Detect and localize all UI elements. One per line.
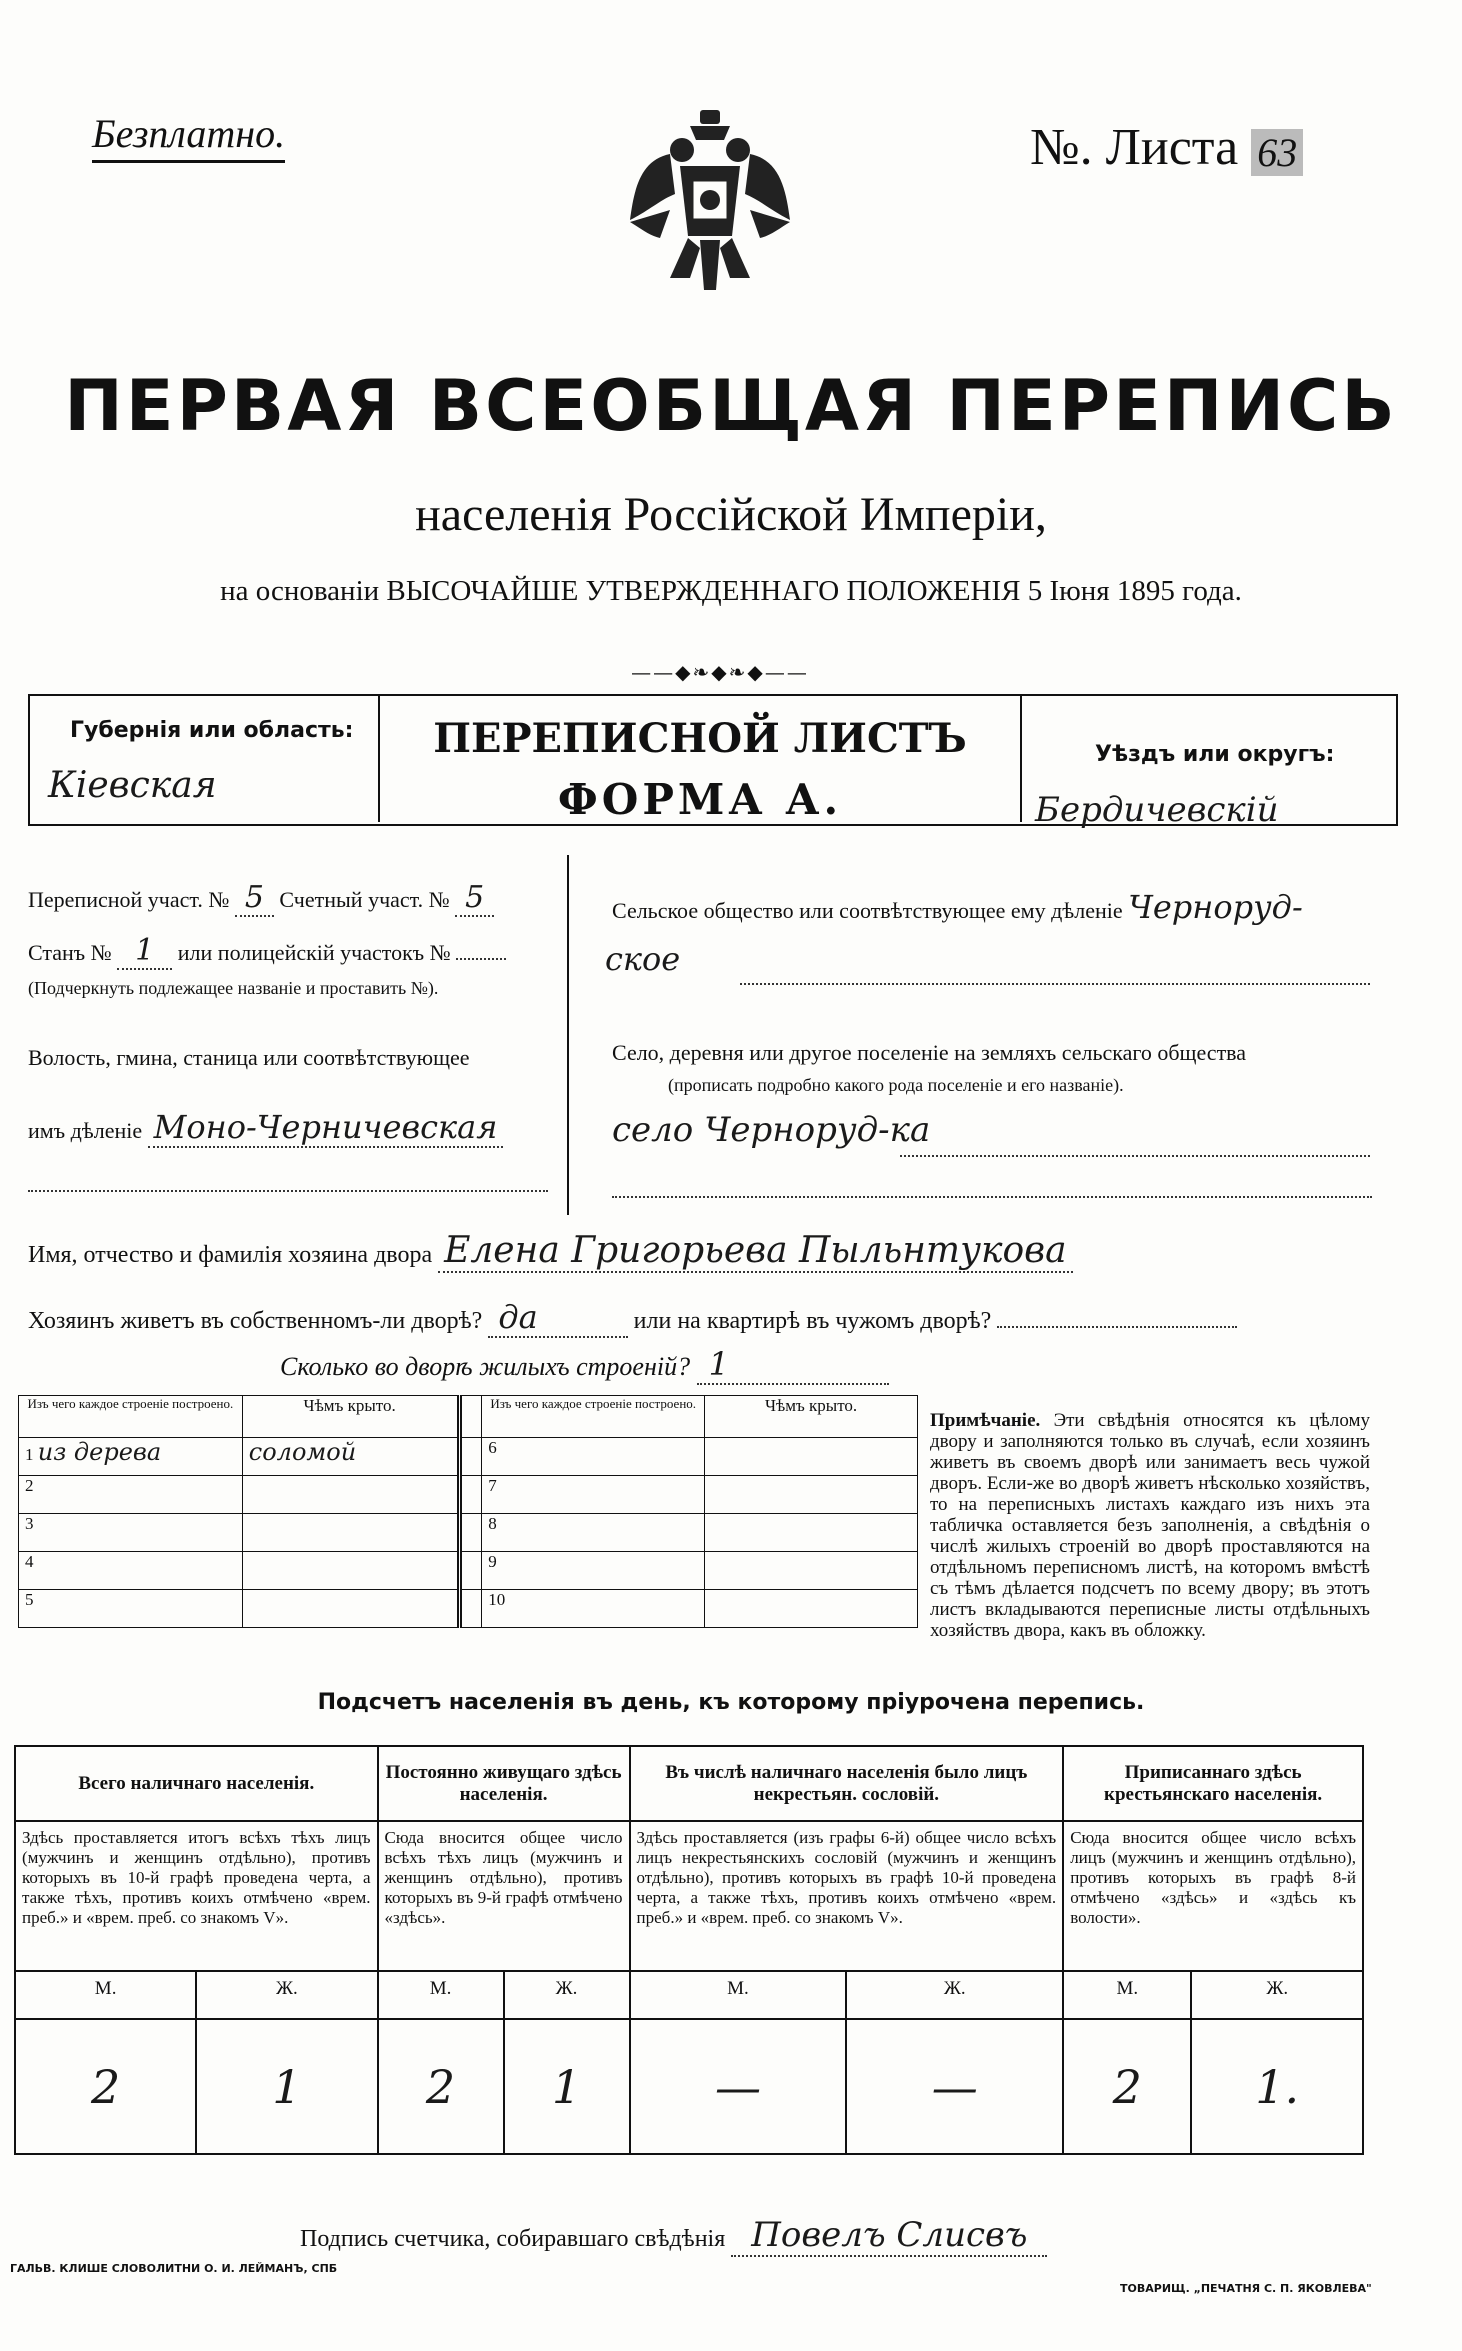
note-title: Примѣчаніе. bbox=[930, 1410, 1041, 1431]
bld-row-num: 5 bbox=[19, 1590, 243, 1628]
note-text: Эти свѣдѣнія относятся къ цѣлому двору и заполняются только въ случаѣ, если хозяинъ живетъ въ своемъ дворѣ или занимаетъ весь чужой дворъ. Если-же во дворѣ живетъ нѣсколько хозяйствъ, то на переписныхъ листахъ каждаго изъ нихъ эта табличка оставляется безъ заполненія, а свѣдѣнія о числѣ жилыхъ строеній во дворѣ проставляются на отдѣльномъ переписномъ листѣ, на которомъ вмѣстѣ съ тѣмъ дѣлается подсчетъ по всему двору; въ этотъ листъ вкладываются переписные листы отдѣльныхъ хозяйствъ двора, какъ въ обложку. bbox=[930, 1410, 1370, 1641]
village-value: село Черноруд-ка bbox=[612, 1110, 931, 1150]
bld-row-num: 6 bbox=[482, 1438, 705, 1476]
district-label: Уѣздъ или округъ: bbox=[1095, 742, 1335, 767]
owner-label: Имя, отчество и фамилія хозяина двора bbox=[28, 1242, 433, 1268]
population-table bbox=[14, 1745, 1364, 2155]
sheet-number-label: №. Листа bbox=[1030, 119, 1239, 176]
own-yard-field bbox=[28, 1298, 1237, 1336]
bld-row-num: 1 bbox=[25, 1445, 34, 1464]
sheet-number-value: 63 bbox=[1251, 129, 1303, 176]
village-label: Село, деревня или другое поселеніе на земляхъ сельскаго общества bbox=[612, 1040, 1247, 1065]
pop-m-4: 2 bbox=[1063, 2019, 1191, 2154]
page-subtitle: населенія Россійской Имперіи, bbox=[415, 488, 1047, 541]
village-line bbox=[900, 1155, 1370, 1157]
rural-society-field bbox=[612, 888, 1303, 926]
footer-right: ТОВАРИЩ. „ПЕЧАТНЯ С. П. ЯКОВЛЕВА" bbox=[1120, 2282, 1372, 2295]
village-note: (прописать подробно какого рода поселеніе и его названіе). bbox=[668, 1075, 1124, 1095]
f-label: Ж. bbox=[1191, 1971, 1363, 2019]
legal-basis: на основаніи ВЫСОЧАЙШЕ УТВЕРЖДЕННАГО ПОЛОЖЕНІЯ 5 Іюня 1895 года. bbox=[220, 575, 1242, 607]
bld-row-num: 10 bbox=[482, 1590, 705, 1628]
volost-value: Моно-Черничевская bbox=[148, 1108, 504, 1148]
volost-label2: имъ дѣленіе bbox=[28, 1118, 143, 1143]
owner-field bbox=[28, 1230, 1073, 1271]
bld-roof: соломой bbox=[248, 1438, 357, 1466]
bld-col2-left: Чѣмъ крыто. bbox=[242, 1396, 459, 1438]
pop-desc-1: Здѣсь проставляется итогъ всѣхъ тѣхъ лицъ (мужчинъ и женщинъ отдѣльно), противъ которыхъ въ 10-й графѣ проведена черта, а также тѣхъ, противъ коихъ отмѣчено «врем. преб.» и «врем. преб. со знакомъ V». bbox=[15, 1821, 378, 1971]
free-label: Безплатно. bbox=[92, 111, 286, 156]
pop-m-2: 2 bbox=[378, 2019, 504, 2154]
bld-row-num: 8 bbox=[482, 1514, 705, 1552]
village-line-2 bbox=[612, 1196, 1372, 1198]
pop-desc-3: Здѣсь проставляется (изъ графы 6-й) общее число всѣхъ лицъ некрестьянскихъ сословій (мужчинъ и женщинъ отдѣльно), противъ которыхъ въ графѣ 10-й проведена черта, а также тѣхъ, противъ коихъ отмѣчено «врем. преб.» и «врем. преб. со знакомъ V». bbox=[630, 1821, 1064, 1971]
pop-m-3: — bbox=[630, 2019, 847, 2154]
m-label: М. bbox=[630, 1971, 847, 2019]
footer-left: ГАЛЬВ. КЛИШЕ СЛОВОЛИТНИ О. И. ЛЕЙМАНЪ, СПБ bbox=[10, 2262, 338, 2275]
pop-head-3: Въ числѣ наличнаго населенія было лицъ некрестьян. сословій. bbox=[630, 1746, 1064, 1821]
bld-row-num: 3 bbox=[19, 1514, 243, 1552]
pop-desc-2: Сюда вносится общее число всѣхъ тѣхъ лицъ (мужчинъ и женщинъ отдѣльно), противъ которыхъ въ 9-й графѣ отмѣчено «здѣсь». bbox=[378, 1821, 630, 1971]
pop-f-2: 1 bbox=[504, 2019, 630, 2154]
buildings-field bbox=[280, 1345, 889, 1383]
own-yard-label2: или на квартирѣ въ чужомъ дворѣ? bbox=[633, 1308, 992, 1334]
bld-material: из дерева bbox=[37, 1438, 162, 1466]
bld-col2-right: Чѣмъ крыто. bbox=[705, 1396, 918, 1438]
form-label: ФОРМА А. bbox=[557, 775, 843, 824]
census-section-value: 5 bbox=[235, 880, 274, 917]
pop-f-3: — bbox=[846, 2019, 1063, 2154]
volost-field bbox=[28, 1108, 503, 1146]
column-divider bbox=[567, 855, 569, 1215]
district-value: Бердичевскій bbox=[1035, 790, 1279, 830]
census-section-field bbox=[28, 880, 494, 915]
own-yard-label: Хозяинъ живетъ въ собственномъ-ли дворѣ? bbox=[28, 1308, 483, 1334]
counting-section-value: 5 bbox=[455, 880, 494, 917]
counting-section-label: Счетный участ. № bbox=[279, 887, 450, 912]
police-section-label: или полицейскій участокъ № bbox=[177, 940, 451, 965]
pop-f-4: 1. bbox=[1191, 2019, 1363, 2154]
signature-label: Подпись счетчика, собиравшаго свѣдѣнія bbox=[300, 2226, 726, 2252]
stan-field bbox=[28, 933, 506, 968]
note-block bbox=[930, 1410, 1370, 1641]
pop-f-1: 1 bbox=[196, 2019, 377, 2154]
page-title: ПЕРВАЯ ВСЕОБЩАЯ ПЕРЕПИСЬ bbox=[64, 365, 1398, 447]
pop-m-1: 2 bbox=[15, 2019, 196, 2154]
pop-desc-4: Сюда вносится общее число всѣхъ лицъ (мужчинъ и женщинъ отдѣльно), противъ которыхъ въ графѣ 8-й отмѣчено «здѣсь» и «здѣсь къ волости». bbox=[1063, 1821, 1363, 1971]
province-label: Губернія или область: bbox=[70, 718, 354, 743]
population-title: Подсчетъ населенія въ день, къ которому пріурочена перепись. bbox=[317, 1690, 1145, 1715]
own-yard-value: да bbox=[488, 1298, 627, 1338]
buildings-label: Сколько во дворѣ жилыхъ строеній? bbox=[280, 1352, 691, 1381]
stan-value: 1 bbox=[117, 933, 172, 970]
signature-field bbox=[300, 2215, 1047, 2255]
census-section-label: Переписной участ. № bbox=[28, 887, 230, 912]
buildings-value: 1 bbox=[697, 1345, 889, 1385]
owner-value: Елена Григорьева Пыльнтукова bbox=[438, 1230, 1072, 1273]
pop-head-2: Постоянно живущаго здѣсь населенія. bbox=[378, 1746, 630, 1821]
f-label: Ж. bbox=[504, 1971, 630, 2019]
f-label: Ж. bbox=[846, 1971, 1063, 2019]
signature-value: Повелъ Слисвъ bbox=[731, 2215, 1047, 2257]
bld-row-num: 2 bbox=[19, 1476, 243, 1514]
rural-society-value: Черноруд- bbox=[1128, 888, 1303, 926]
underline-note: (Подчеркнуть подлежащее названіе и проставить №). bbox=[28, 978, 439, 998]
f-label: Ж. bbox=[196, 1971, 377, 2019]
buildings-table bbox=[18, 1395, 918, 1628]
volost-label: Волость, гмина, станица или соотвѣтствующее bbox=[28, 1045, 470, 1070]
m-label: М. bbox=[378, 1971, 504, 2019]
province-value: Кіевская bbox=[48, 765, 217, 806]
bld-col1-right: Изъ чего каждое строеніе построено. bbox=[482, 1396, 705, 1438]
pop-head-1: Всего наличнаго населенія. bbox=[15, 1746, 378, 1821]
bld-row-num: 7 bbox=[482, 1476, 705, 1514]
volost-blank-line bbox=[28, 1190, 548, 1192]
double-headed-eagle-icon bbox=[630, 110, 790, 300]
rural-society-line bbox=[740, 983, 1370, 985]
ornament-divider: ——◆❧◆❧◆—— bbox=[631, 660, 809, 684]
sheet-number bbox=[1030, 118, 1303, 177]
rural-society-value2: ское bbox=[605, 940, 681, 978]
rural-society-label: Сельское общество или соотвѣтствующее ему дѣленіе bbox=[612, 898, 1123, 923]
sheet-title: ПЕРЕПИСНОЙ ЛИСТЪ bbox=[433, 715, 967, 762]
m-label: М. bbox=[1063, 1971, 1191, 2019]
m-label: М. bbox=[15, 1971, 196, 2019]
bld-row-num: 4 bbox=[19, 1552, 243, 1590]
stan-label: Станъ № bbox=[28, 940, 112, 965]
pop-head-4: Приписаннаго здѣсь крестьянскаго населенія. bbox=[1063, 1746, 1363, 1821]
bld-col1-left: Изъ чего каждое строеніе построено. bbox=[19, 1396, 243, 1438]
bld-row-num: 9 bbox=[482, 1552, 705, 1590]
